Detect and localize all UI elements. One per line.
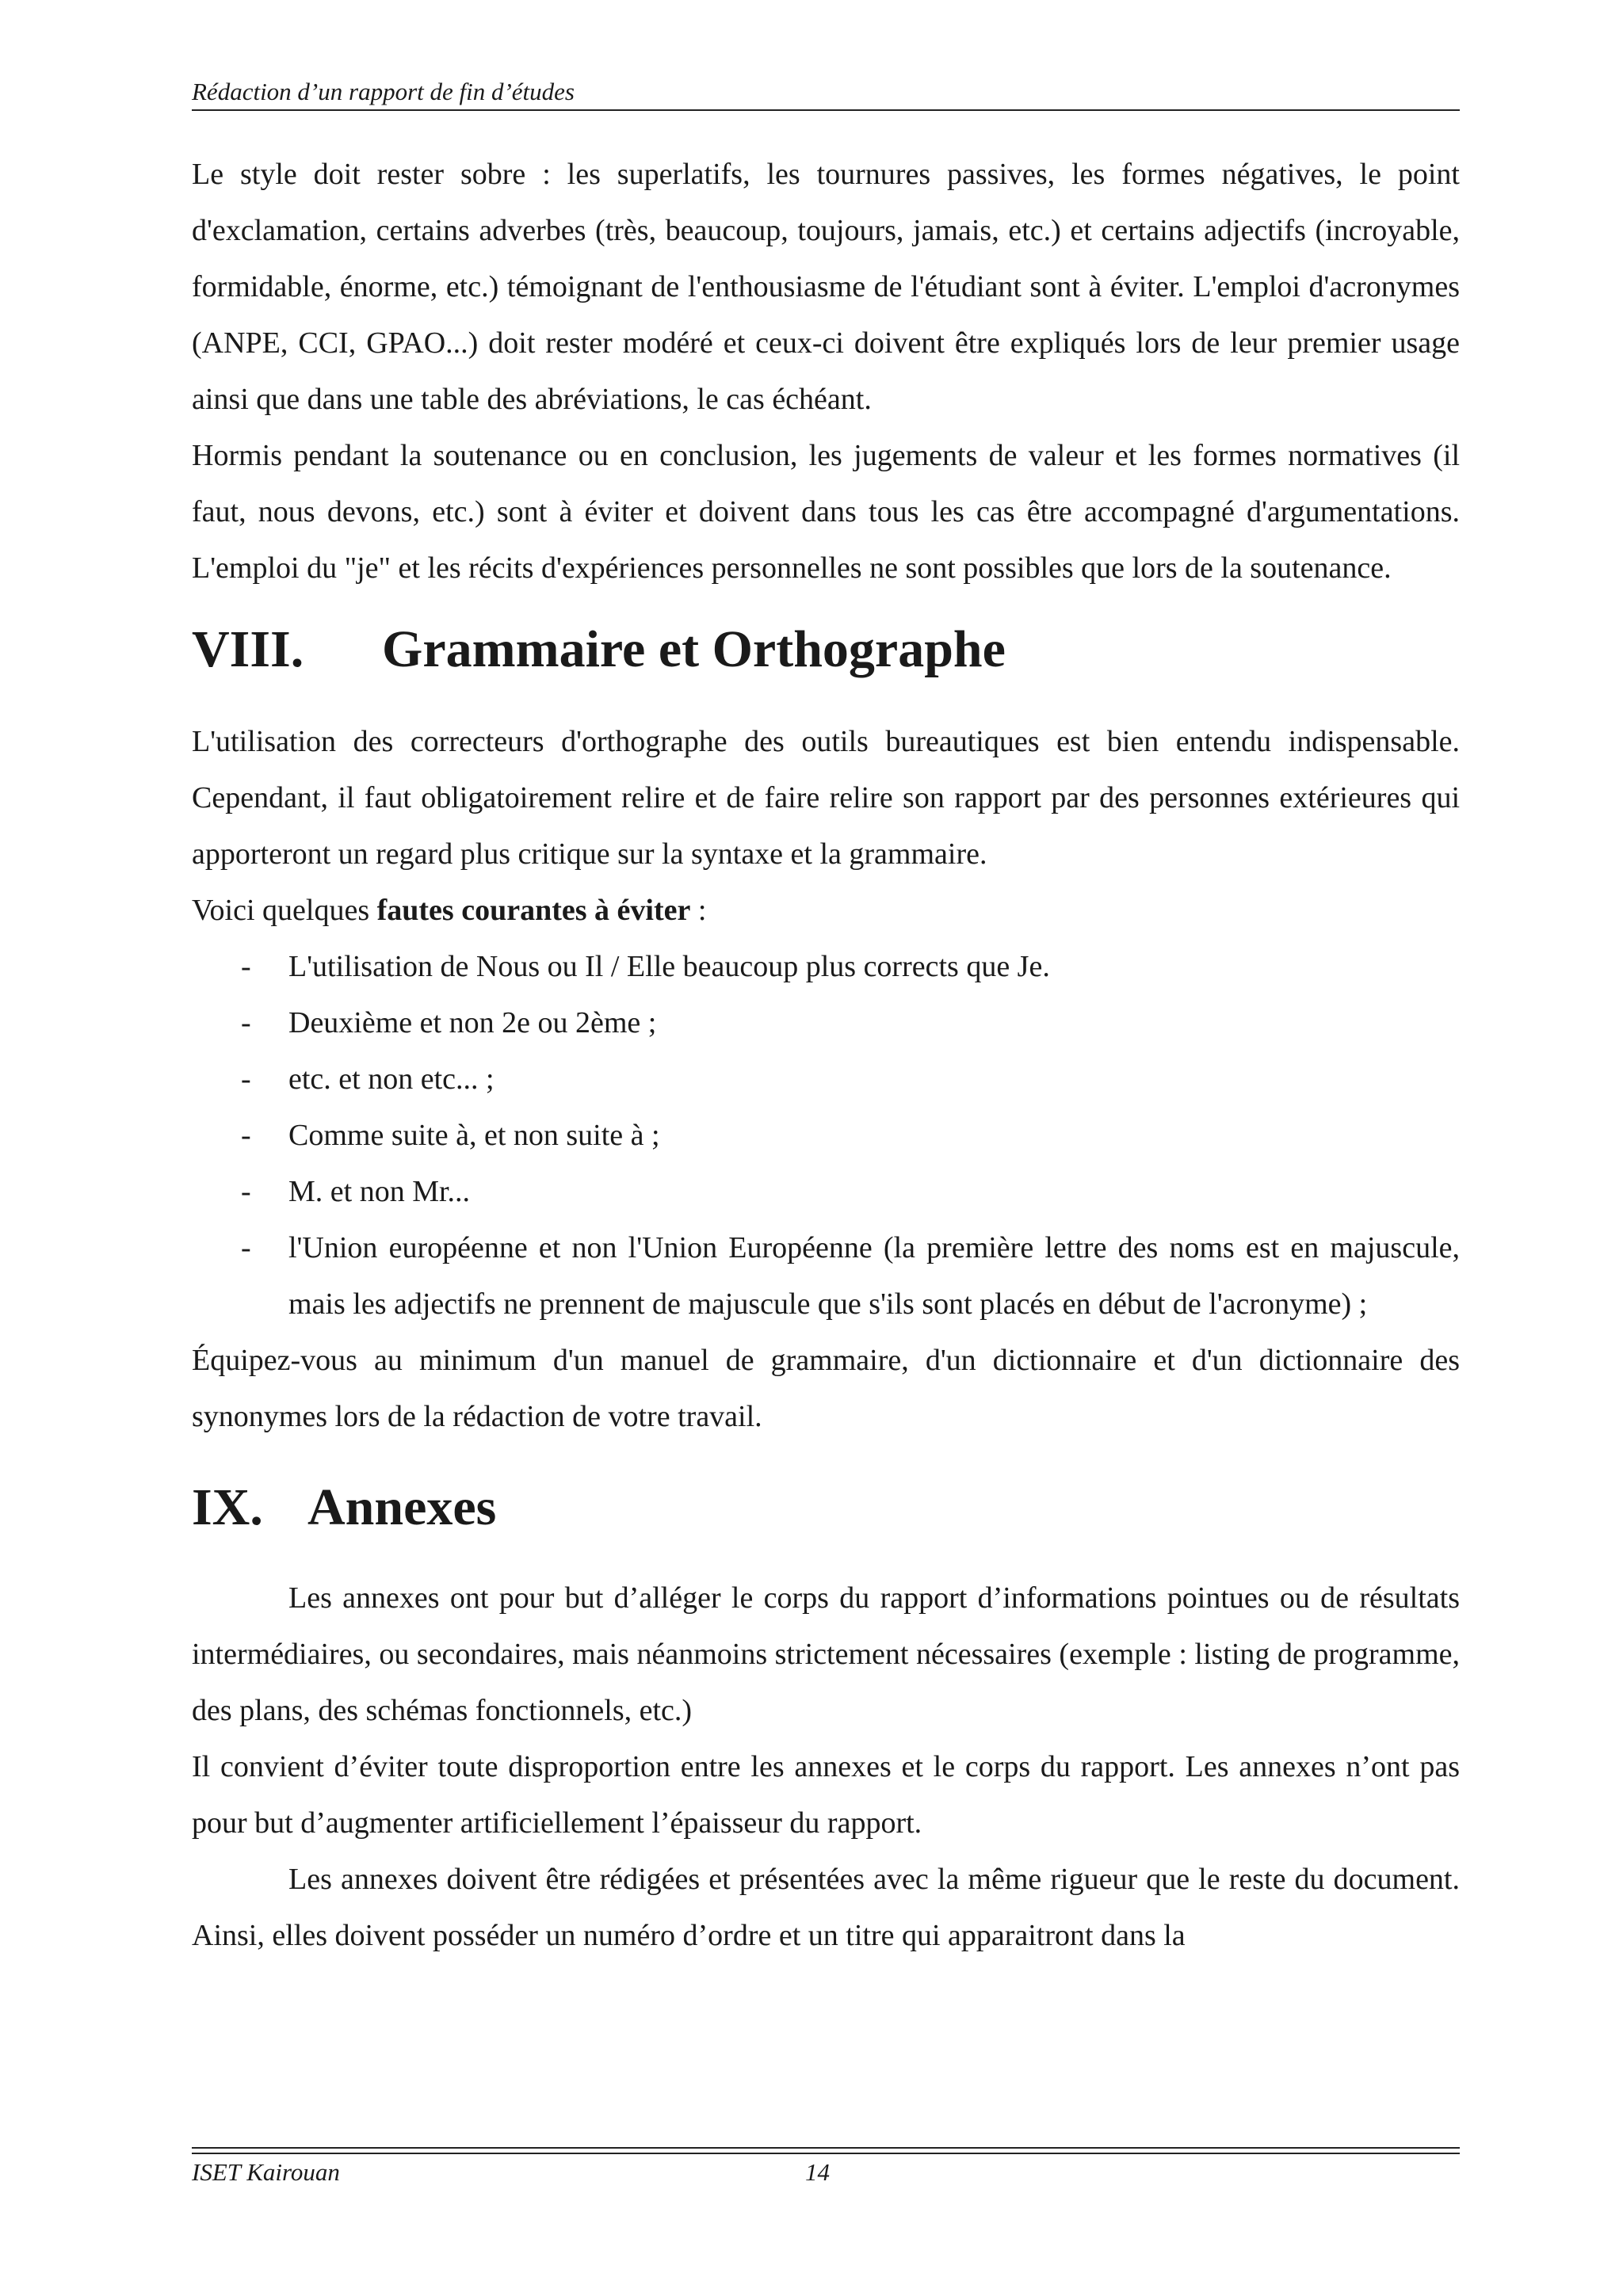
list-dash: - [241,950,251,983]
list-item [192,1108,1460,1164]
section-title: Annexes [307,1478,497,1536]
footer-rule [192,2153,1460,2154]
list-item-text: Deuxième et non 2e ou 2ème ; [288,1006,657,1039]
section-number: VIII. [192,620,304,678]
list-item [192,1220,1460,1333]
list-dash: - [241,1119,251,1152]
list-item [192,1164,1460,1220]
list-item-text: etc. et non etc... ; [288,1062,495,1096]
common-mistakes-list [192,939,1460,1333]
list-item-text: M. et non Mr... [288,1175,471,1208]
paragraph-judgements: Hormis pendant la soutenance ou en conclusion, les jugements de valeur et les formes normatives (il faut, nous devons, etc.) sont à éviter et doivent dans tous les cas être accompagné d'argumentations. L'emploi du "je" et les récits d'expériences personnelles ne sont possibles que lors de la soutenance. [192,439,1460,585]
list-dash: - [241,1175,251,1208]
section-number: IX. [192,1478,263,1536]
list-lead-bold: fautes courantes à éviter [376,894,691,927]
running-header: Rédaction d’un rapport de fin d’études [192,78,575,105]
list-item [192,995,1460,1051]
list-item [192,939,1460,995]
footer-rule [192,2147,1460,2149]
paragraph-correcteurs: L'utilisation des correcteurs d'orthographe des outils bureautiques est bien entendu indispensable. Cependant, il faut obligatoirement relire et de faire relire son rapport par des personnes extérieures qui apporteront un regard plus critique sur la syntaxe et la grammaire. [192,725,1460,871]
paragraph-equipez-vous: Équipez-vous au minimum d'un manuel de grammaire, d'un dictionnaire et d'un dictionnaire des synonymes lors de la rédaction de votre travail. [192,1344,1460,1433]
list-dash: - [241,1062,251,1096]
paragraph-annexes-rigueur: Les annexes doivent être rédigées et présentées avec la même rigueur que le reste du document. Ainsi, elles doivent posséder un numéro d’ordre et un titre qui apparaitront dans la [192,1863,1460,1952]
section-title: Grammaire et Orthographe [382,620,1006,678]
paragraph-annexes-purpose: Les annexes ont pour but d’alléger le corps du rapport d’informations pointues ou de résultats intermédiaires, ou secondaires, mais néanmoins strictement nécessaires (exemple : listing de programme, des plans, des schémas fonctionnels, etc.) [192,1581,1460,1727]
list-item-text: L'utilisation de Nous ou Il / Elle beaucoup plus corrects que Je. [288,950,1050,983]
list-item-text: Comme suite à, et non suite à ; [288,1119,660,1152]
header-rule [192,109,1460,111]
list-dash: - [241,1231,251,1264]
list-item-text: l'Union européenne et non l'Union Européenne (la première lettre des noms est en majuscule, mais les adjectifs ne prennent de majuscule que s'ils sont placés en début de l'acronyme) ; [288,1231,1460,1321]
paragraph-annexes-proportion: Il convient d’éviter toute disproportion entre les annexes et le corps du rapport. Les annexes n’ont pas pour but d’augmenter artificiellement l’épaisseur du rapport. [192,1750,1460,1840]
list-dash: - [241,1006,251,1039]
list-item [192,1051,1460,1108]
list-lead-prefix: Voici quelques [192,894,377,927]
footer-institution: ISET Kairouan [192,2158,340,2186]
page-number: 14 [805,2158,830,2186]
page-body [192,147,1460,1964]
paragraph-style: Le style doit rester sobre : les superlatifs, les tournures passives, les formes négatives, le point d'exclamation, certains adverbes (très, beaucoup, toujours, jamais, etc.) et certains adjectifs (incroyable, formidable, énorme, etc.) témoignant de l'enthousiasme de l'étudiant sont à éviter. L'emploi d'acronymes (ANPE, CCI, GPAO...) doit rester modéré et ceux-ci doivent être expliqués lors de leur premier usage ainsi que dans une table des abréviations, le cas échéant. [192,158,1460,416]
section-heading-ix [192,1472,1460,1543]
section-heading-viii [192,614,1460,685]
list-lead-suffix: : [690,894,707,927]
list-lead [192,883,1460,939]
